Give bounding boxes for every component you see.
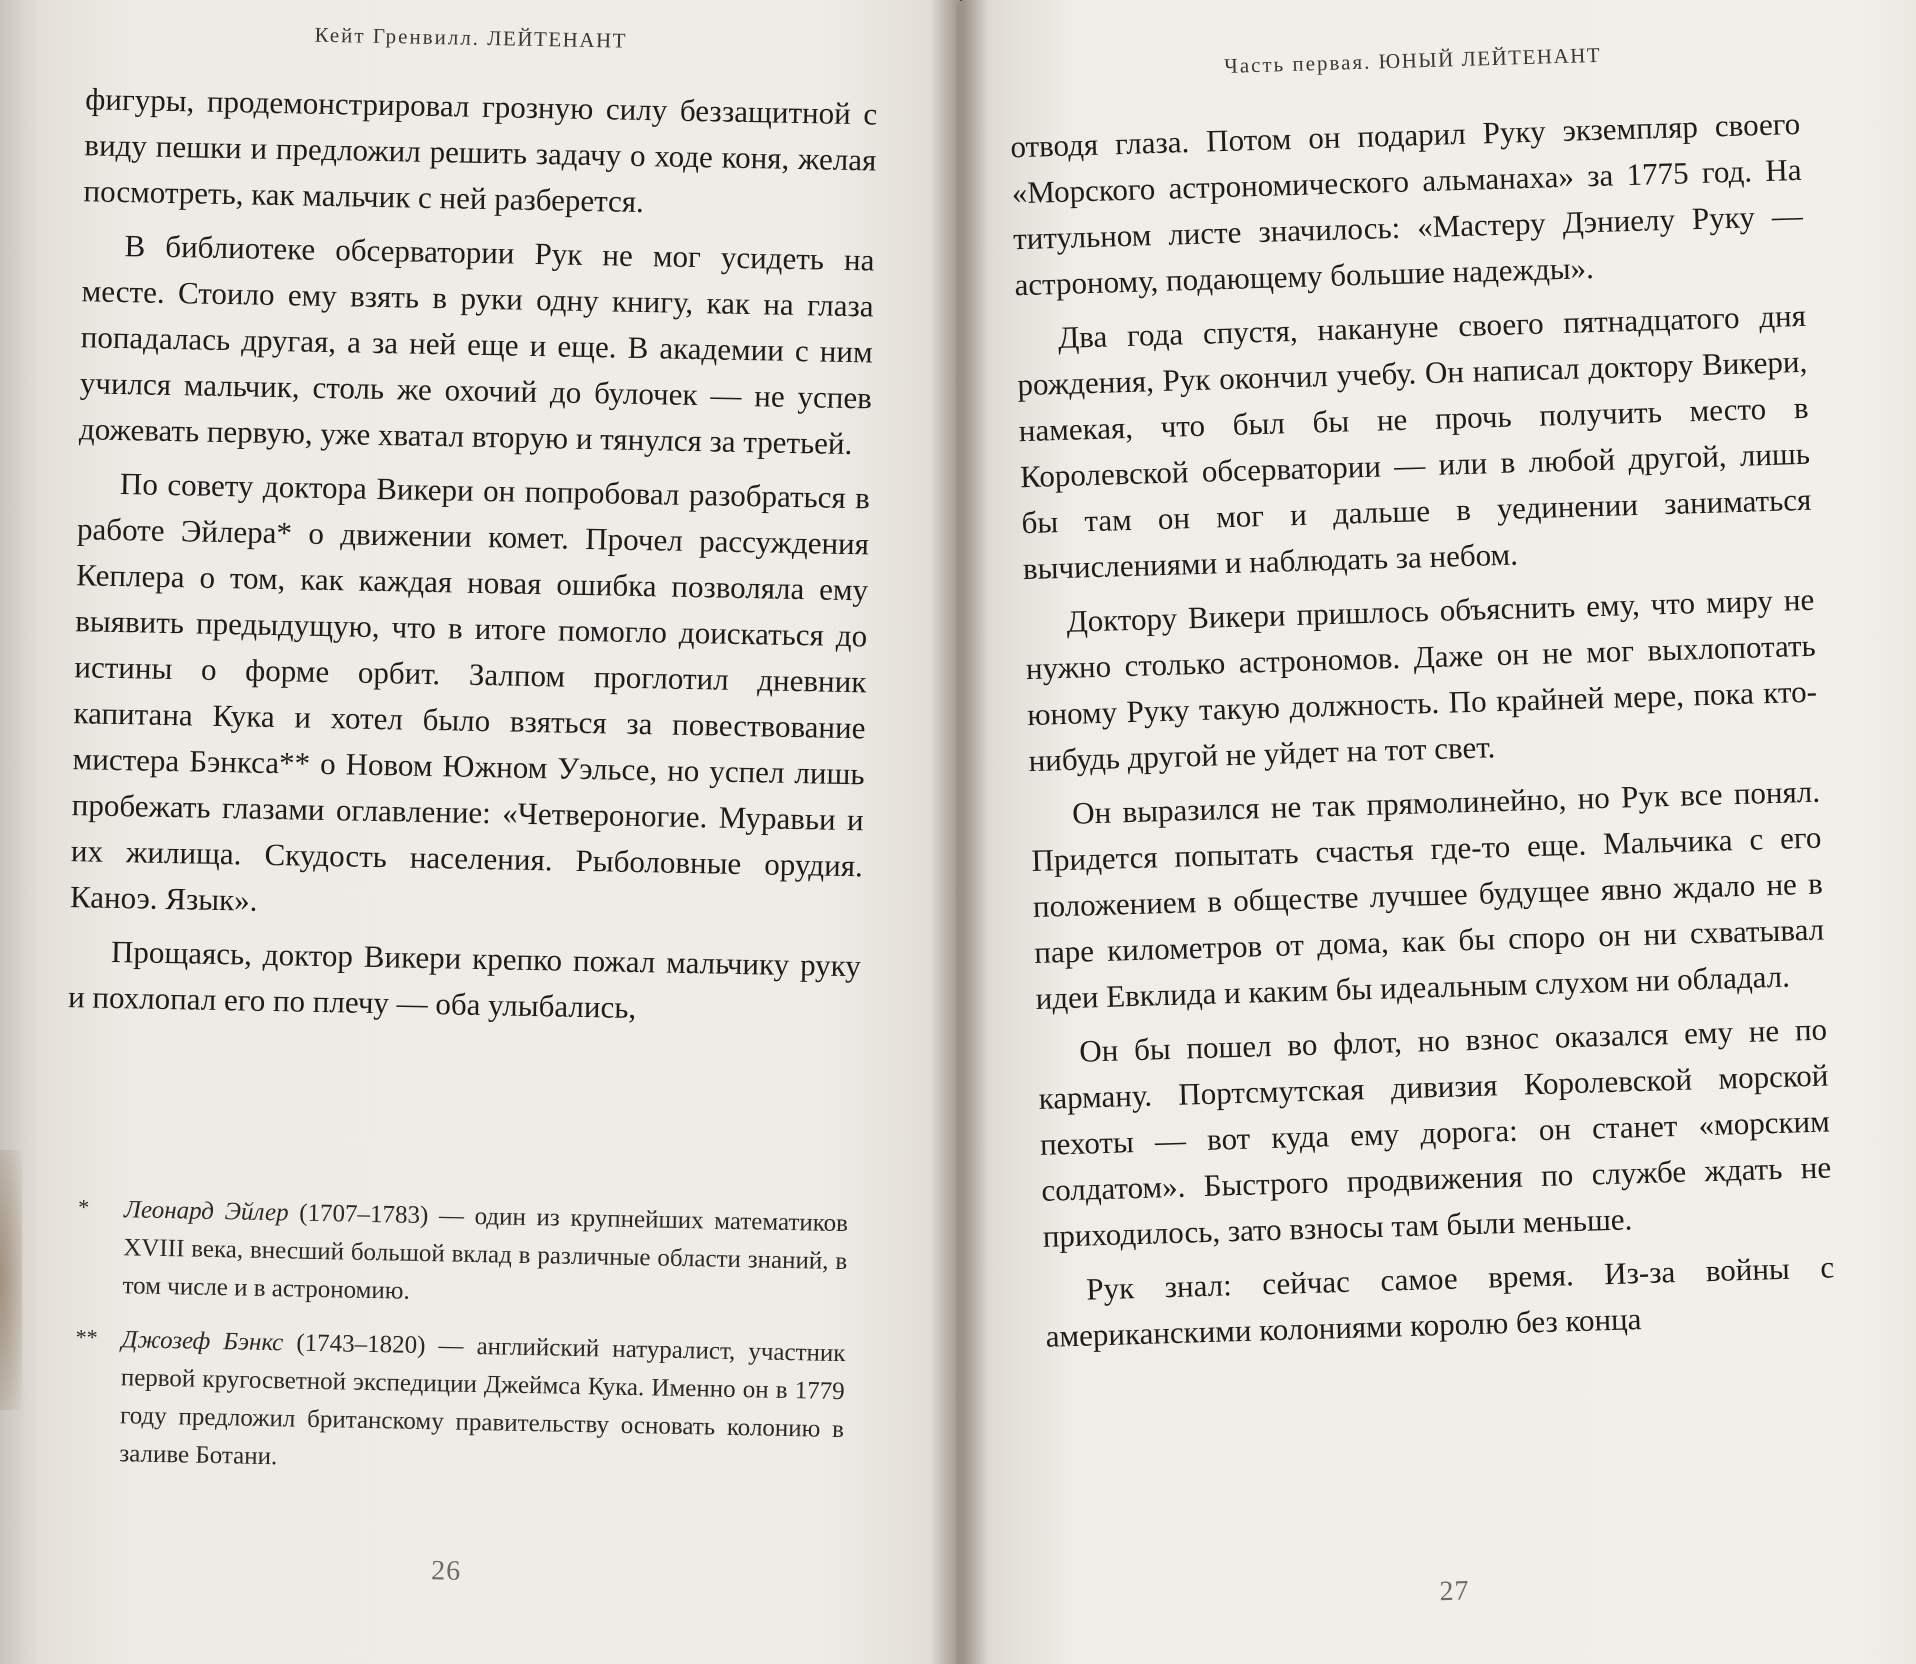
left-page-body: [68, 76, 878, 1035]
paragraph: Прощаясь, доктор Викери крепко пожал мальчику руку и похлопал его по плечу — оба улыбались,: [67, 933, 862, 1026]
right-page: [956, 0, 1916, 1664]
paragraph: Он выразился не так прямолинейно, но Рук все понял. Придется попытать счастья где-то еще. Мальчика с его положением в обществе лучшее будущее явно ждало не в паре километров от дома, как бы споро он ни схватывал идеи Евклида и каким бы идеальным слухом ни обладал.: [1031, 773, 1825, 1016]
paragraph: По совету доктора Викери он попробовал разобраться в работе Эйлера* о движении комет. Прочел рассуждения Кеплера о том, как каждая новая ошибка позволяла ему выявить предыдущую, что в итоге помогло доискаться до истины о форме орбит. Залпом проглотил дневник капитана Кука и хотел было взяться за повествование мистера Бэнкса** о Новом Южном Уэльсе, но успел лишь пробежать глазами оглавление: «Четвероногие. Муравьи и их жилища. Скудость населения. Рыболовные орудия. Каноэ. Язык».: [69, 466, 871, 918]
paragraph: отводя глаза. Потом он подарил Руку экземпляр своего «Морского астрономического альманаха» за 1775 год. На титульном листе значилось: «Мастеру Дэниелу Руку — астроному, подающему большие надежды».: [1009, 105, 1804, 303]
right-page-body: [1010, 101, 1836, 1360]
footnote-mark: **: [75, 1324, 98, 1350]
footnote-text: (1707–1783) — один из крупнейших математиков XVIII века, внесший большой вклад в различные области знаний, в том числе и в астрономию.: [122, 1199, 849, 1305]
running-head-author: Кейт Гренвилл.: [314, 22, 481, 50]
footnote-name: Леонард Эйлер: [123, 1196, 289, 1227]
paragraph: Доктору Викери пришлось объяснить ему, что миру не нужно столько астрономов. Даже он не мог выхлопотать юному Руку такую должность. По крайней мере, пока кто-нибудь другой не уйдет на тот свет.: [1025, 581, 1818, 779]
running-head-book-title: ЛЕЙТЕНАНТ: [487, 26, 628, 53]
footnote-mark: *: [77, 1194, 90, 1220]
footnote: [73, 1320, 846, 1487]
running-head-part: Часть первая.: [1223, 49, 1372, 78]
gutter-shadow: [930, 0, 990, 1664]
paragraph: В библиотеке обсерватории Рук не мог усидеть на месте. Стоило ему взять в руки одну книгу, как на глаза попадалась другая, а за ней еще и еще. В академии с ним учился мальчик, столь же охочий до булочек — не успев дожевать первую, уже хватал вторую и тянулся за третьей.: [78, 228, 875, 462]
page-number: 26: [430, 1555, 462, 1587]
running-head-part-title: ЮНЫЙ ЛЕЙТЕНАНТ: [1378, 42, 1602, 74]
footnote-name: Джозеф Бэнкс: [121, 1326, 284, 1357]
running-head-right: [1224, 43, 1602, 79]
footnote: [76, 1190, 848, 1319]
footnote-text: (1743–1820) — английский натуралист, участник первой кругосветной экспедиции Джеймса Кука. Именно он в 1779 году предложил британскому правительству основать колонию в заливе Ботани.: [119, 1329, 846, 1471]
paragraph: Рук знал: сейчас самое время. Из-за войны с американскими колониями королю без конца: [1045, 1249, 1835, 1354]
paragraph: фигуры, продемонстрировал грозную силу беззащитной с виду пешки и предложил решить задачу о ходе коня, желая посмотреть, как мальчик с ней разберется.: [83, 81, 878, 220]
footnotes: [73, 1190, 849, 1503]
paragraph: Два года спустя, накануне своего пятнадцатого дня рождения, Рук окончил учебу. Он написал доктору Викери, намекая, что был бы не прочь получить место в Королевской обсерватории — или в любой другой, лишь бы там он мог и дальше в уединении заниматься вычислениями и наблюдать за небом.: [1016, 297, 1812, 587]
paragraph: Он бы пошел во флот, но взнос оказался ему не по карману. Портсмутская дивизия Королевской морской пехоты — вот куда ему дорога: он станет «морским солдатом». Быстрого продвижения по службе ждать не приходилось, зато взносы там были меньше.: [1038, 1011, 1832, 1254]
page-number: 27: [1439, 1575, 1470, 1608]
running-head-left: [314, 23, 627, 54]
